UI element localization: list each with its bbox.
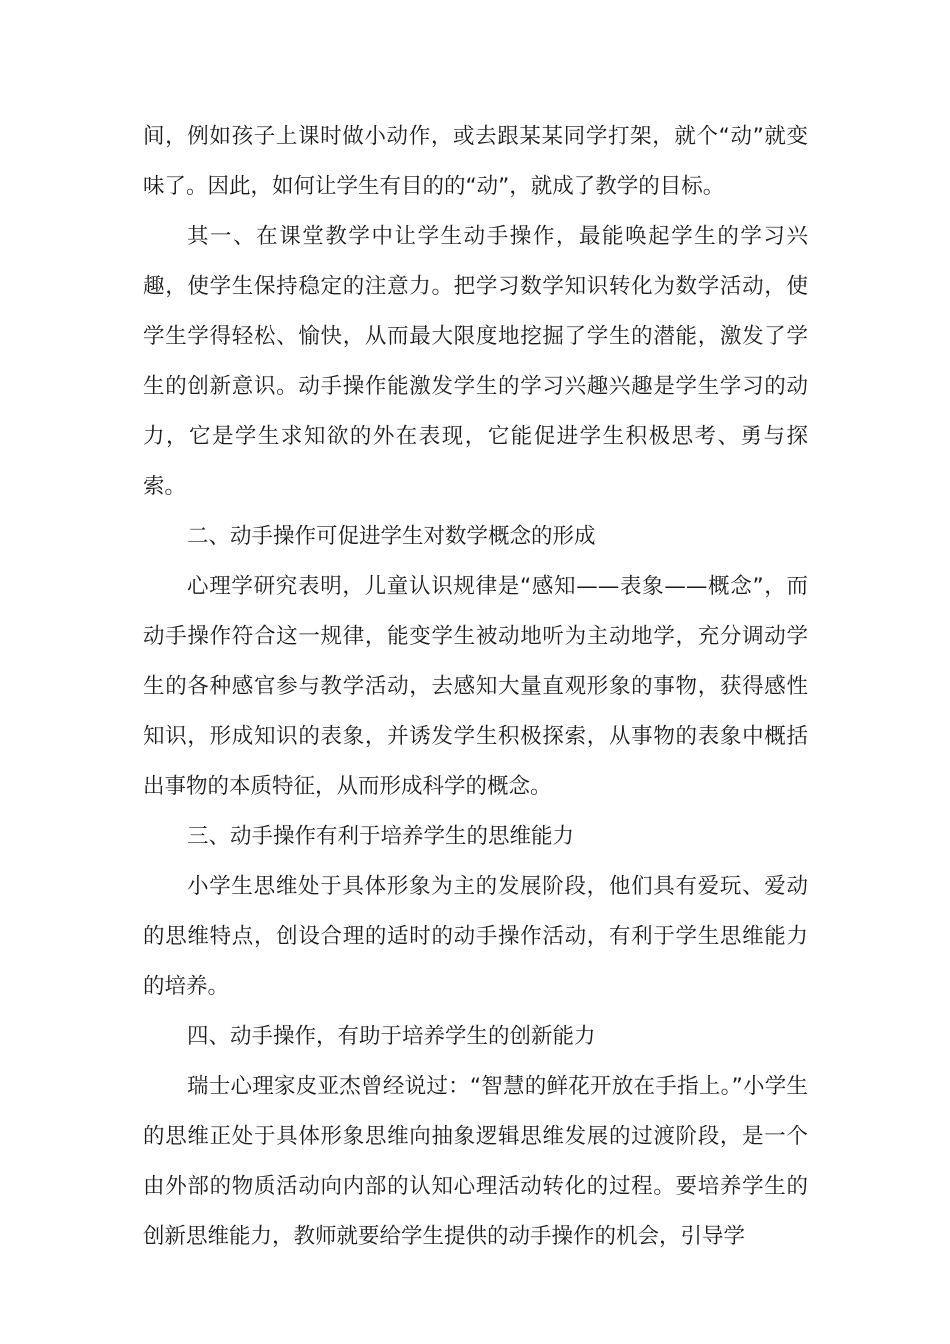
section-heading-three: 三、动手操作有利于培养学生的思维能力 (187, 824, 575, 849)
paragraph-continuation: 间，例如孩子上课时做小动作，或去跟某某同学打架，就个“动”就变味了。因此，如何让学生有目的的“动”，就成了教学的目标。 (143, 124, 808, 199)
document-body (143, 112, 808, 1262)
paragraph-innovation-ability: 瑞士心理家皮亚杰曾经说过：“智慧的鲜花开放在手指上。”小学生的思维正处于具体形象思维向抽象逻辑思维发展的过渡阶段，是一个由外部的物质活动向内部的认知心理活动转化的过程。要培养学生的创新思维能力，教师就要给学生提供的动手操作的机会，引导学 (143, 1074, 808, 1249)
paragraph-thinking-ability: 小学生思维处于具体形象为主的发展阶段，他们具有爱玩、爱动的思维特点，创设合理的适时的动手操作活动，有利于学生思维能力的培养。 (143, 874, 808, 999)
section-heading-two: 二、动手操作可促进学生对数学概念的形成 (187, 524, 596, 549)
paragraph-point-one: 其一、在课堂教学中让学生动手操作，最能唤起学生的学习兴趣，使学生保持稳定的注意力。把学习数学知识转化为数学活动，使学生学得轻松、愉快，从而最大限度地挖掘了学生的潜能，激发了学生的创新意识。动手操作能激发学生的学习兴趣兴趣是学生学习的动力，它是学生求知欲的外在表现，它能促进学生积极思考、勇与探索。 (143, 224, 808, 499)
section-heading-four: 四、动手操作，有助于培养学生的创新能力 (187, 1024, 596, 1049)
paragraph-concept-formation: 心理学研究表明，儿童认识规律是“感知——表象——概念”，而动手操作符合这一规律，能变学生被动地听为主动地学，充分调动学生的各种感官参与教学活动，去感知大量直观形象的事物，获得感性知识，形成知识的表象，并诱发学生积极探索，从事物的表象中概括出事物的本质特征，从而形成科学的概念。 (143, 574, 808, 799)
